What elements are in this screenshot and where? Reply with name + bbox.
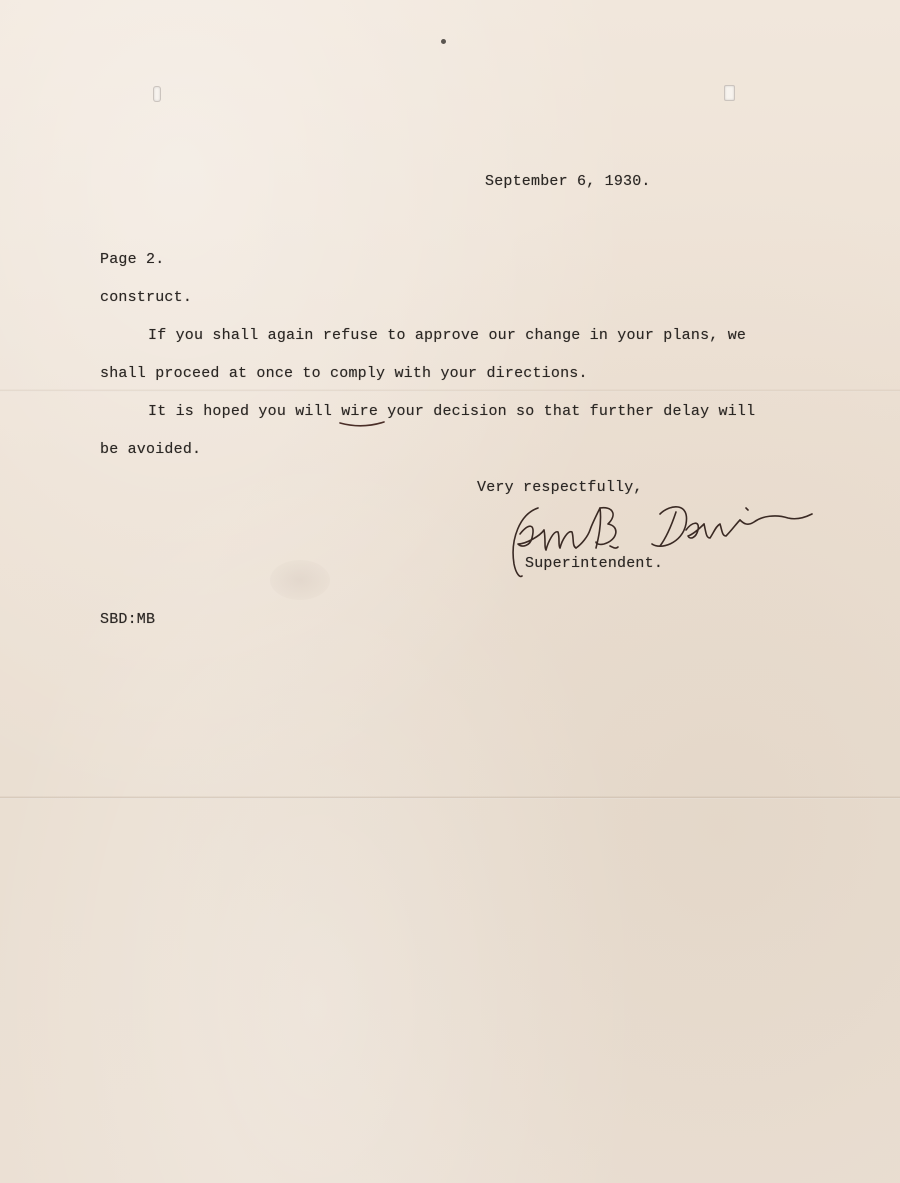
staple-hole: [153, 86, 161, 102]
paper-speck: [441, 39, 446, 44]
body-line: construct.: [100, 289, 193, 306]
body-line: shall proceed at once to comply with your directions.: [100, 365, 588, 382]
paper-stain: [270, 560, 330, 600]
body-line: It is hoped you will wire your decision so that further delay will: [148, 403, 756, 420]
closing-salutation: Very respectfully,: [477, 479, 643, 496]
reference-initials: SBD:MB: [100, 611, 156, 628]
body-line: If you shall again refuse to approve our change in your plans, we: [148, 327, 747, 344]
paper-fold-crease: [0, 796, 900, 799]
letter-date: September 6, 1930.: [485, 173, 651, 190]
handwritten-underline: [338, 420, 386, 428]
staple-hole: [724, 85, 735, 101]
page-label: Page 2.: [100, 251, 165, 268]
body-line: be avoided.: [100, 441, 202, 458]
signature-title: Superintendent.: [525, 555, 664, 572]
paper-fold-crease: [0, 389, 900, 392]
